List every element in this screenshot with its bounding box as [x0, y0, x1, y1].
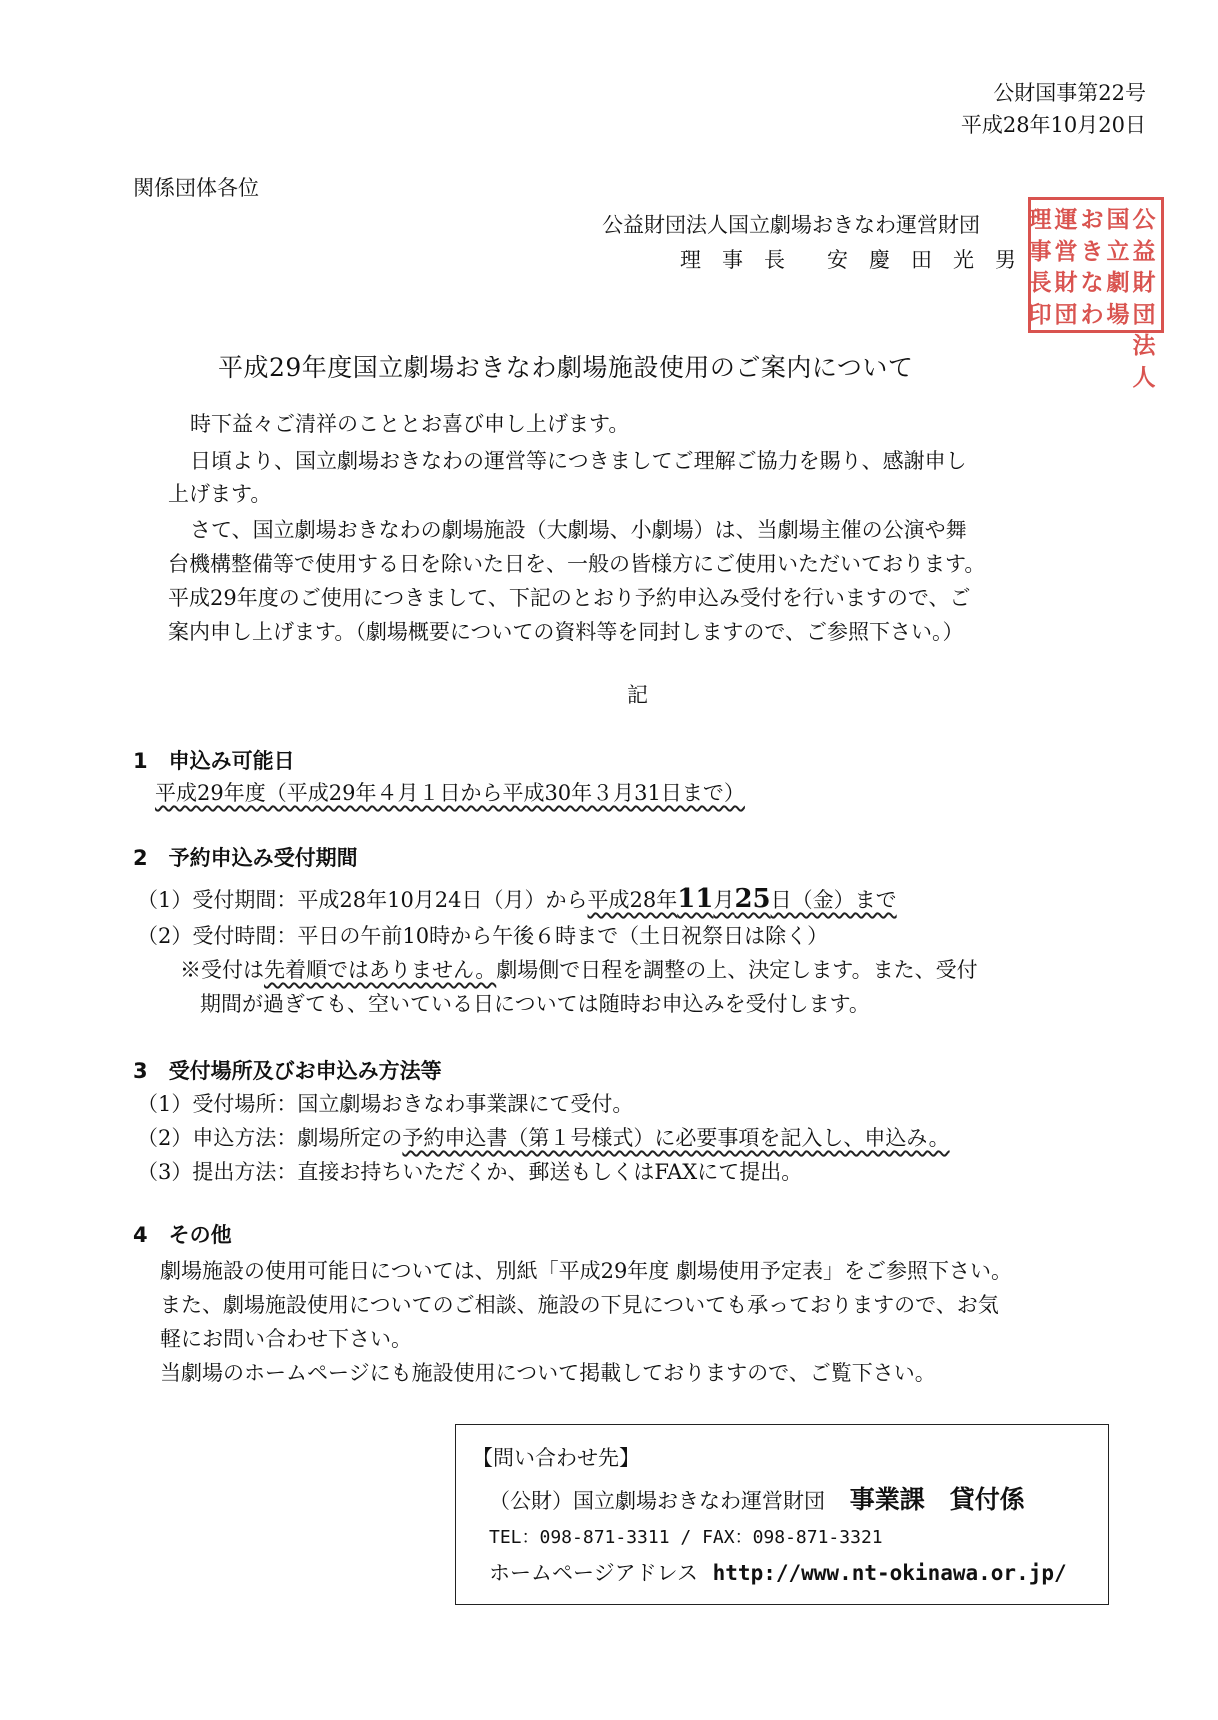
section-1-heading: 1 申込み可能日	[133, 749, 295, 773]
deadline-part: 日（金）まで	[770, 888, 897, 912]
official-seal: 公益財団法人 国立劇場 おきなわ 運営財団 理事長印	[1028, 197, 1164, 333]
document-title: 平成29年度国立劇場おきなわ劇場施設使用のご案内について	[218, 353, 914, 382]
section-4-line-2: また、劇場施設使用についてのご相談、施設の下見についても承っておりますので、お気	[160, 1293, 999, 1317]
section-2-note-cont: 期間が過ぎても、空いている日については随時お申込みを受付します。	[200, 992, 870, 1016]
issuer-organization: 公益財団法人国立劇場おきなわ運営財団	[602, 213, 980, 237]
section-3-heading: 3 受付場所及びお申込み方法等	[133, 1059, 442, 1083]
section-4-heading: 4 その他	[133, 1223, 232, 1247]
section-1-body: 平成29年度（平成29年４月１日から平成30年３月31日まで）	[155, 781, 745, 805]
section-2-note	[180, 955, 978, 985]
note-text: ※受付は	[180, 958, 264, 982]
contact-box	[455, 1424, 1109, 1605]
intro-line-6: 平成29年度のご使用につきまして、下記のとおり予約申込み受付を行いますので、ご	[168, 586, 971, 610]
item-1-prefix: （1）受付期間：平成28年10月24日（月）から	[137, 888, 588, 912]
intro-line-3: 上げます。	[168, 482, 272, 506]
homepage-url[interactable]: http://www.nt-okinawa.or.jp/	[712, 1561, 1067, 1585]
section-2-item-1	[137, 884, 897, 915]
section-4-line-1: 劇場施設の使用可能日については、別紙「平成29年度 劇場使用予定表」をご参照下さい。	[160, 1259, 1012, 1283]
doc-number: 公財国事第22号	[993, 81, 1146, 105]
note-text: 劇場側で日程を調整の上、決定します。また、受付	[496, 958, 978, 982]
contact-organization	[489, 1483, 1025, 1518]
item-2-emphasis: 予約申込書（第１号様式）に必要事項を記入し、申込み。	[402, 1126, 950, 1150]
contact-department: 事業課 貸付係	[849, 1485, 1025, 1514]
contact-org-name: （公財）国立劇場おきなわ運営財団	[489, 1489, 825, 1513]
contact-phone-fax: TEL：098-871-3311 / FAX：098-871-3321	[489, 1527, 883, 1548]
section-3-item-1: （1）受付場所：国立劇場おきなわ事業課にて受付。	[137, 1092, 634, 1116]
deadline-month: 11	[677, 884, 714, 914]
section-2-item-2: （2）受付時間：平日の午前10時から午後６時まで（土日祝祭日は除く）	[137, 924, 829, 948]
section-2-heading: 2 予約申込み受付期間	[133, 846, 358, 870]
issue-date: 平成28年10月20日	[960, 113, 1146, 137]
section-3-item-3: （3）提出方法：直接お持ちいただくか、郵送もしくはFAXにて提出。	[137, 1160, 803, 1184]
section-4-line-4: 当劇場のホームページにも施設使用について掲載しておりますので、ご覧下さい。	[160, 1361, 936, 1385]
contact-heading: 【問い合わせ先】	[472, 1446, 640, 1470]
intro-line-7: 案内申し上げます。（劇場概要についての資料等を同封しますので、ご参照下さい。）	[168, 620, 964, 644]
note-emphasis: 先着順ではありません。	[264, 958, 497, 982]
intro-line-2: 日頃より、国立劇場おきなわの運営等につきましてご理解ご協力を賜り、感謝申し	[190, 449, 967, 473]
contact-homepage	[489, 1558, 1067, 1588]
homepage-label: ホームページアドレス	[489, 1561, 698, 1585]
intro-line-1: 時下益々ご清祥のこととお喜び申し上げます。	[190, 412, 630, 436]
deadline-part: 平成28年	[587, 888, 678, 912]
section-4-line-3: 軽にお問い合わせ下さい。	[160, 1327, 412, 1351]
deadline-part: 月	[713, 888, 735, 912]
deadline-day: 25	[734, 884, 771, 914]
intro-line-4: さて、国立劇場おきなわの劇場施設（大劇場、小劇場）は、当劇場主催の公演や舞	[190, 518, 967, 542]
deadline	[587, 884, 897, 914]
item-2-prefix: （2）申込方法：劇場所定の	[137, 1126, 403, 1150]
addressee: 関係団体各位	[133, 176, 259, 200]
ki-mark: 記	[627, 683, 648, 707]
section-3-item-2	[137, 1123, 950, 1153]
issuer-title: 理 事 長 安 慶 田 光 男	[680, 248, 1016, 272]
intro-line-5: 台機構整備等で使用する日を除いた日を、一般の皆様方にご使用いただいております。	[168, 552, 986, 576]
